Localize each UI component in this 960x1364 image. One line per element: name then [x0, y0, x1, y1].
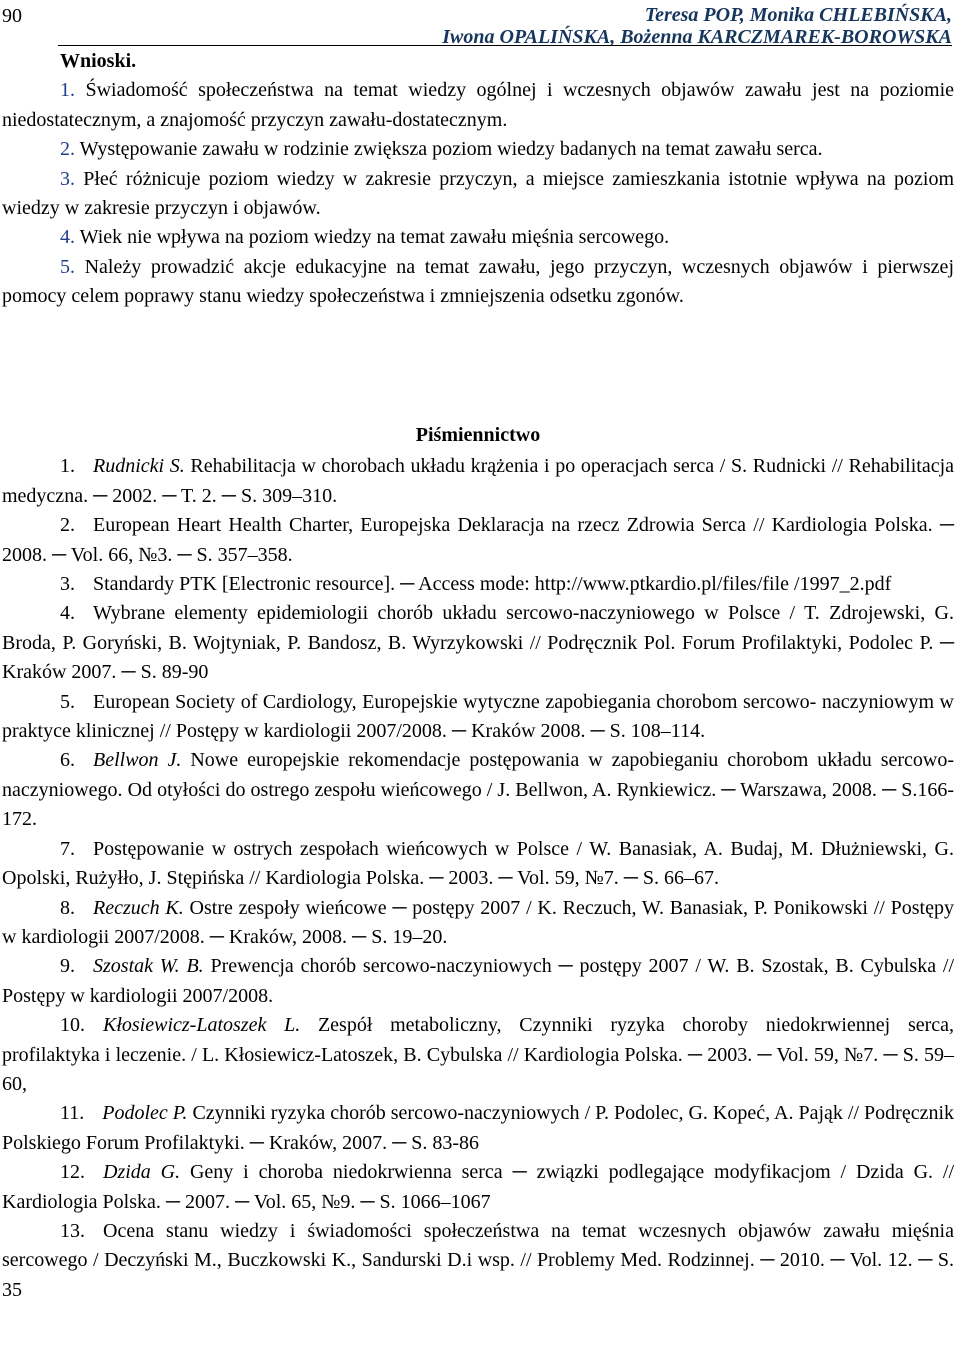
- reference-text: European Heart Health Charter, Europejska Deklaracja na rzecz Zdrowia Serca // Kardiologia Polska. ─ 2008. ─ Vol. 66, №3. ─ S. 357–358.: [2, 514, 954, 566]
- reference-text: Postępowanie w ostrych zespołach wieńcowych w Polsce / W. Banasiak, A. Budaj, M. Dłużniewski, G. Opolski, Rużyłło, J. Stępińska // Kardiologia Polska. ─ 2003. ─ Vol. 59, №7. ─ S. 66–67.: [2, 837, 954, 890]
- conclusion-item: [2, 253, 954, 312]
- running-head-line-2: Iwona OPALIŃSKA, Bożenna KARCZMAREK-BOROWSKA: [442, 26, 952, 48]
- reference-number: 7.: [60, 837, 75, 860]
- conclusion-number: 2.: [60, 138, 75, 161]
- reference-text: Ocena stanu wiedzy i świadomości społeczeństwa na temat wczesnych objawów zawału mięśnia sercowego / Deczyński M., Buczkowski K., Sandurski D.i wsp. // Problemy Med. Rodzinnej. ─ 2010. ─ Vol. 12. ─ S. 35: [2, 1219, 954, 1301]
- reference-author: Dzida G.: [103, 1161, 181, 1184]
- conclusion-text: Świadomość społeczeństwa na temat wiedzy ogólnej i wczesnych objawów zawału jest na poziomie niedostatecznym, a znajomość przyczyn zawału-dostatecznym.: [2, 79, 955, 131]
- reference-number: 2.: [60, 514, 75, 537]
- running-head-authors: [442, 4, 952, 48]
- reference-text: Ostre zespoły wieńcowe ─ postępy 2007 / K. Reczuch, W. Banasiak, P. Ponikowski // Postępy w kardiologii 2007/2008. ─ Kraków, 2008. ─ S. 19–20.: [2, 896, 954, 948]
- reference-item: [2, 835, 954, 894]
- reference-item: [2, 688, 954, 747]
- reference-author: Kłosiewicz-Latoszek L.: [103, 1014, 301, 1037]
- reference-item: [2, 599, 954, 687]
- conclusion-item: [2, 135, 954, 164]
- references-section: [2, 421, 954, 1305]
- reference-number: 9.: [60, 955, 75, 978]
- reference-item: [2, 952, 954, 1011]
- reference-number: 4.: [60, 602, 75, 625]
- reference-author: Reczuch K.: [93, 896, 184, 919]
- reference-text: Geny i choroba niedokrwienna serca ─ związki podlegające modyfikacjom / Dzida G. // Kardiologia Polska. ─ 2007. ─ Vol. 65, №9. ─ S. 1066–1067: [2, 1161, 955, 1213]
- reference-number: 8.: [60, 896, 75, 919]
- conclusions-heading: Wnioski.: [60, 50, 137, 72]
- running-head-line-1: Teresa POP, Monika CHLEBIŃSKA,: [644, 4, 952, 26]
- conclusion-list: [2, 76, 954, 311]
- reference-text: Prewencja chorób sercowo-naczyniowych ─ postępy 2007 / W. B. Szostak, B. Cybulska // Postępy w kardiologii 2007/2008.: [2, 955, 955, 1007]
- reference-text: Nowe europejskie rekomendacje postępowania w zapobieganiu chorobom układu sercowo-naczyniowego. Od otyłości do ostrego zespołu wieńcowego / J. Bellwon, A. Rynkiewicz. ─ Warszawa, 2008. ─ S.166-172.: [2, 749, 954, 831]
- reference-number: 11.: [60, 1102, 85, 1125]
- reference-text: Rehabilitacja w chorobach układu krążenia i po operacjach serca / S. Rudnicki // Rehabilitacja medyczna. ─ 2002. ─ T. 2. ─ S. 309–310.: [2, 455, 955, 507]
- conclusion-text: Należy prowadzić akcje edukacyjne na temat zawału, jego przyczyn, wczesnych objawów i pierwszej pomocy celem poprawy stanu wiedzy społeczeństwa i zmniejszenia odsetku zgonów.: [2, 255, 954, 308]
- reference-author: Bellwon J.: [93, 749, 182, 772]
- conclusion-number: 5.: [60, 255, 75, 278]
- header-rule: [58, 45, 952, 46]
- reference-item: [2, 746, 954, 834]
- reference-number: 10.: [60, 1014, 85, 1037]
- reference-text: Standardy PTK [Electronic resource]. ─ Access mode: http://www.ptkardio.pl/files/file /1997_2.pdf: [93, 573, 892, 596]
- reference-number: 13.: [60, 1219, 85, 1242]
- reference-number: 1.: [60, 455, 75, 478]
- reference-text: Czynniki ryzyka chorób sercowo-naczyniowych / P. Podolec, G. Kopeć, A. Pająk // Podręcznik Polskiego Forum Profilaktyki. ─ Kraków, 2007. ─ S. 83-86: [2, 1102, 955, 1154]
- conclusion-item: [2, 76, 954, 135]
- conclusion-item: [2, 165, 954, 224]
- reference-number: 3.: [60, 573, 75, 596]
- reference-item: [2, 1217, 954, 1305]
- conclusions-section: [2, 47, 954, 312]
- reference-item: [2, 570, 954, 599]
- reference-item: [2, 1011, 954, 1099]
- reference-item: [2, 894, 954, 953]
- page-number: 90: [2, 5, 22, 27]
- reference-item: [2, 1158, 954, 1217]
- reference-author: Szostak W. B.: [93, 955, 204, 978]
- reference-list: [2, 452, 954, 1305]
- conclusion-text: Występowanie zawału w rodzinie zwiększa poziom wiedzy badanych na temat zawału serca.: [79, 138, 823, 161]
- reference-author: Rudnicki S.: [93, 455, 185, 478]
- conclusion-text: Wiek nie wpływa na poziom wiedzy na temat zawału mięśnia sercowego.: [79, 226, 670, 249]
- conclusion-number: 4.: [60, 226, 75, 249]
- conclusion-text: Płeć różnicuje poziom wiedzy w zakresie przyczyn, a miejsce zamieszkania istotnie wpływa na poziom wiedzy w zakresie przyczyn i objawów.: [2, 167, 955, 220]
- reference-number: 5.: [60, 690, 75, 713]
- reference-item: [2, 452, 954, 511]
- conclusion-number: 3.: [60, 167, 75, 190]
- conclusion-item: [2, 223, 954, 252]
- references-title: Piśmiennictwo: [415, 424, 541, 446]
- reference-item: [2, 1099, 954, 1158]
- reference-author: Podolec P.: [102, 1102, 188, 1125]
- conclusion-number: 1.: [60, 79, 75, 102]
- reference-text: European Society of Cardiology, Europejskie wytyczne zapobiegania chorobom sercowo- naczyniowym w praktyce klinicznej // Postępy w kardiologii 2007/2008. ─ Kraków 2008. ─ S. 108–114.: [2, 690, 954, 743]
- reference-number: 12.: [60, 1161, 85, 1184]
- reference-text: Wybrane elementy epidemiologii chorób układu sercowo-naczyniowego w Polsce / T. Zdrojewski, G. Broda, P. Goryński, B. Wojtyniak, P. Bandosz, B. Wyrzykowski // Podręcznik Pol. Forum Profilaktyki, Podolec P. ─ Kraków 2007. ─ S. 89-90: [2, 602, 954, 684]
- reference-number: 6.: [60, 749, 75, 772]
- reference-text: Zespół metaboliczny, Czynniki ryzyka choroby niedokrwiennej serca, profilaktyka i leczenie. / L. Kłosiewicz-Latoszek, B. Cybulska // Kardiologia Polska. ─ 2003. ─ Vol. 59, №7. ─ S. 59–60,: [2, 1014, 955, 1095]
- reference-item: [2, 511, 954, 570]
